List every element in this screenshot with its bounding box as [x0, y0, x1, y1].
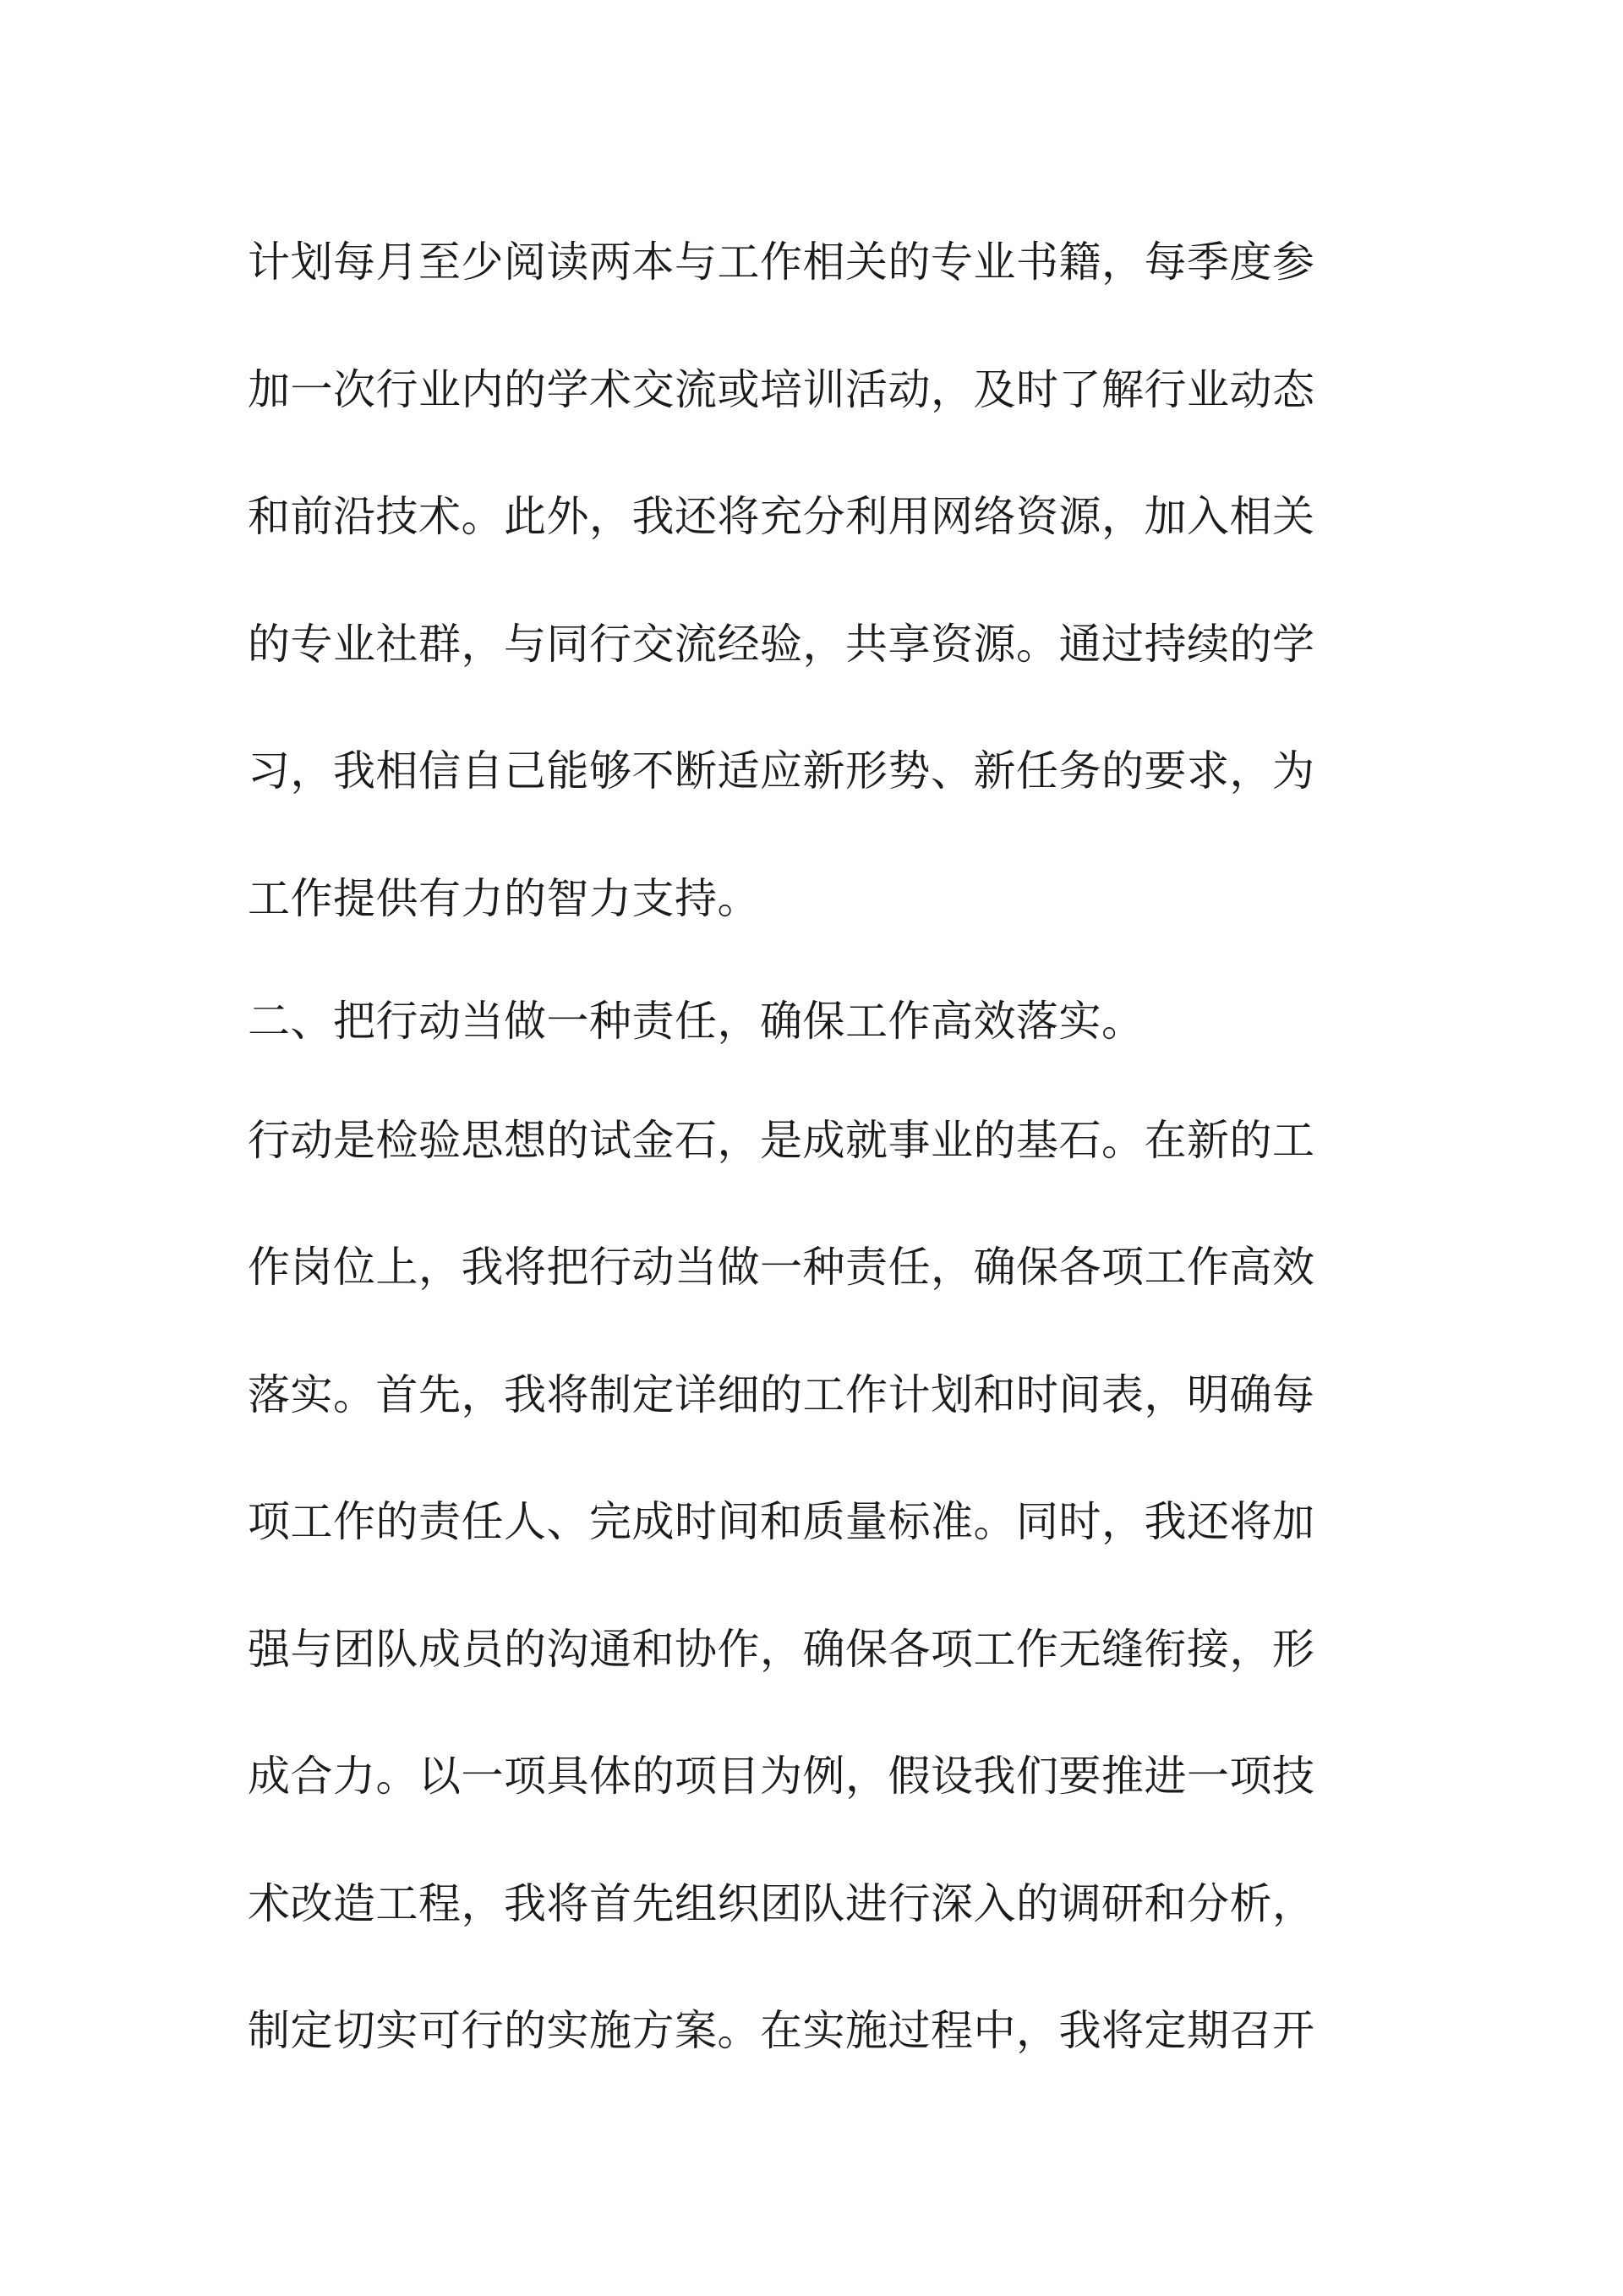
paragraph-line: 加一次行业内的学术交流或培训活动，及时了解行业动态: [248, 365, 1315, 414]
paragraph-line: 计划每月至少阅读两本与工作相关的专业书籍，每季度参: [248, 238, 1315, 287]
paragraph-line: 强与团队成员的沟通和协作，确保各项工作无缝衔接，形: [248, 1625, 1315, 1674]
paragraph-line: 行动是检验思想的试金石，是成就事业的基石。在新的工: [248, 1116, 1315, 1165]
paragraph-line: 成合力。以一项具体的项目为例，假设我们要推进一项技: [248, 1752, 1315, 1801]
paragraph-line: 术改造工程，我将首先组织团队进行深入的调研和分析，: [248, 1879, 1315, 1928]
paragraph-line: 制定切实可行的实施方案。在实施过程中，我将定期召开: [248, 2006, 1315, 2055]
paragraph-line: 习，我相信自己能够不断适应新形势、新任务的要求，为: [248, 746, 1315, 795]
paragraph-line: 工作提供有力的智力支持。: [248, 874, 760, 923]
paragraph-line: 项工作的责任人、完成时间和质量标准。同时，我还将加: [248, 1497, 1315, 1546]
section-heading: 二、把行动当做一种责任，确保工作高效落实。: [248, 997, 1145, 1046]
paragraph-line: 落实。首先，我将制定详细的工作计划和时间表，明确每: [248, 1370, 1315, 1419]
paragraph-line: 和前沿技术。此外，我还将充分利用网络资源，加入相关: [248, 492, 1315, 541]
paragraph-line: 作岗位上，我将把行动当做一种责任，确保各项工作高效: [248, 1243, 1315, 1292]
paragraph-line: 的专业社群，与同行交流经验，共享资源。通过持续的学: [248, 620, 1315, 669]
